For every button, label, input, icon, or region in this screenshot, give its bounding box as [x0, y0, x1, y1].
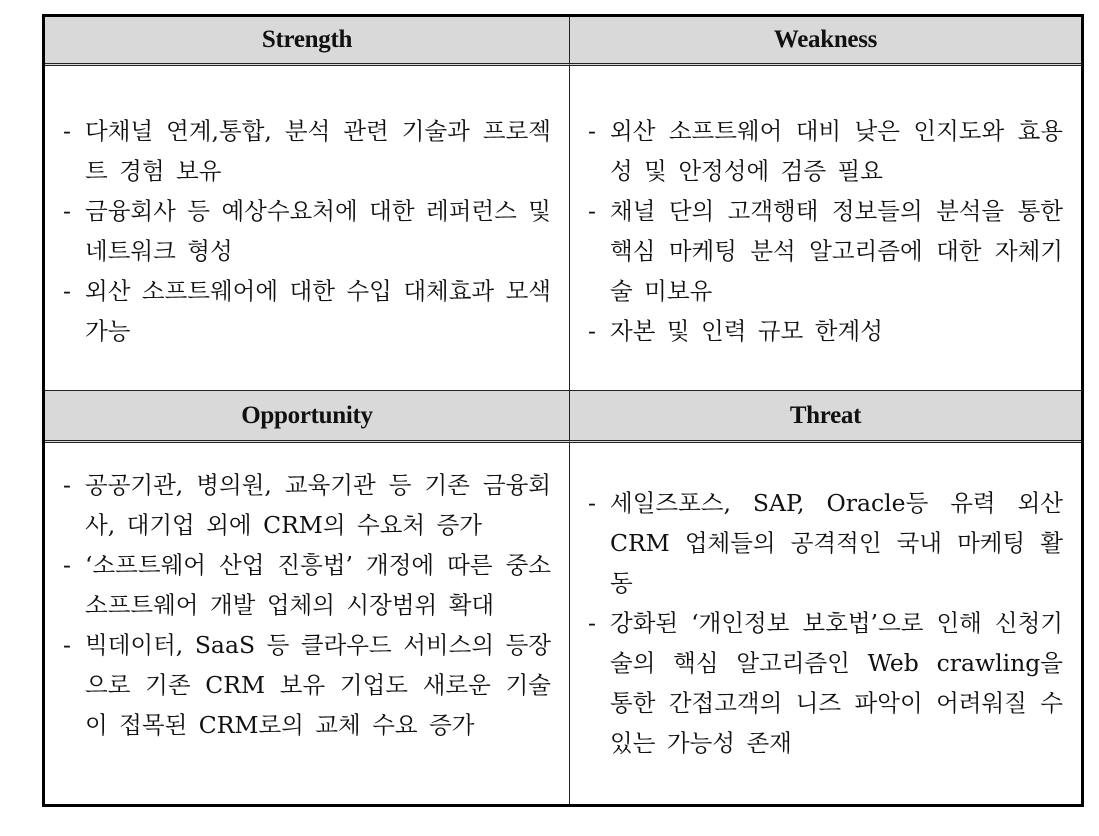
opportunity-header	[45, 391, 570, 443]
weakness-item: - 외산 소프트웨어 대비 낮은 인지도와 효용성 및 안정성에 검증 필요	[588, 111, 1063, 191]
weakness-title: Weakness	[773, 26, 878, 53]
threat-header	[570, 391, 1081, 443]
weakness-header	[570, 17, 1081, 66]
strength-title: Strength	[261, 26, 353, 53]
threat-title: Threat	[789, 401, 862, 429]
threat-item: - 강화된 ‘개인정보 보호법’으로 인해 신청기술의 핵심 알고리즘인 Web crawling을 통한 간접고객의 니즈 파악이 어려워질 수 있는 가능성 존재	[588, 603, 1063, 763]
opportunity-item: - ‘소프트웨어 산업 진흥법’ 개정에 따른 중소 소프트웨어 개발 업체의 시장범위 확대	[63, 545, 551, 625]
opportunity-body	[45, 443, 570, 804]
strength-item: - 금융회사 등 예상수요처에 대한 레퍼런스 및 네트워크 형성	[63, 191, 551, 271]
strength-header	[45, 17, 570, 66]
threat-list	[588, 483, 1063, 763]
weakness-list	[588, 111, 1063, 351]
strength-list	[63, 111, 551, 351]
weakness-item: - 자본 및 인력 규모 한계성	[588, 311, 1063, 351]
strength-item: - 다채널 연계,통합, 분석 관련 기술과 프로젝트 경험 보유	[63, 111, 551, 191]
weakness-item: - 채널 단의 고객행태 정보들의 분석을 통한 핵심 마케팅 분석 알고리즘에 대한 자체기술 미보유	[588, 191, 1063, 311]
threat-body	[570, 443, 1081, 804]
swot-table	[42, 14, 1084, 807]
threat-item: - 세일즈포스, SAP, Oracle등 유력 외산 CRM 업체들의 공격적인 국내 마케팅 활동	[588, 483, 1063, 603]
opportunity-item: - 공공기관, 병의원, 교육기관 등 기존 금융회사, 대기업 외에 CRM의 수요처 증가	[63, 465, 551, 545]
opportunity-title: Opportunity	[241, 401, 373, 429]
strength-item: - 외산 소프트웨어에 대한 수입 대체효과 모색 가능	[63, 271, 551, 351]
strength-body	[45, 66, 570, 391]
weakness-body	[570, 66, 1081, 391]
opportunity-item: - 빅데이터, SaaS 등 클라우드 서비스의 등장으로 기존 CRM 보유 기업도 새로운 기술이 접목된 CRM로의 교체 수요 증가	[63, 625, 551, 745]
opportunity-list	[63, 465, 551, 745]
